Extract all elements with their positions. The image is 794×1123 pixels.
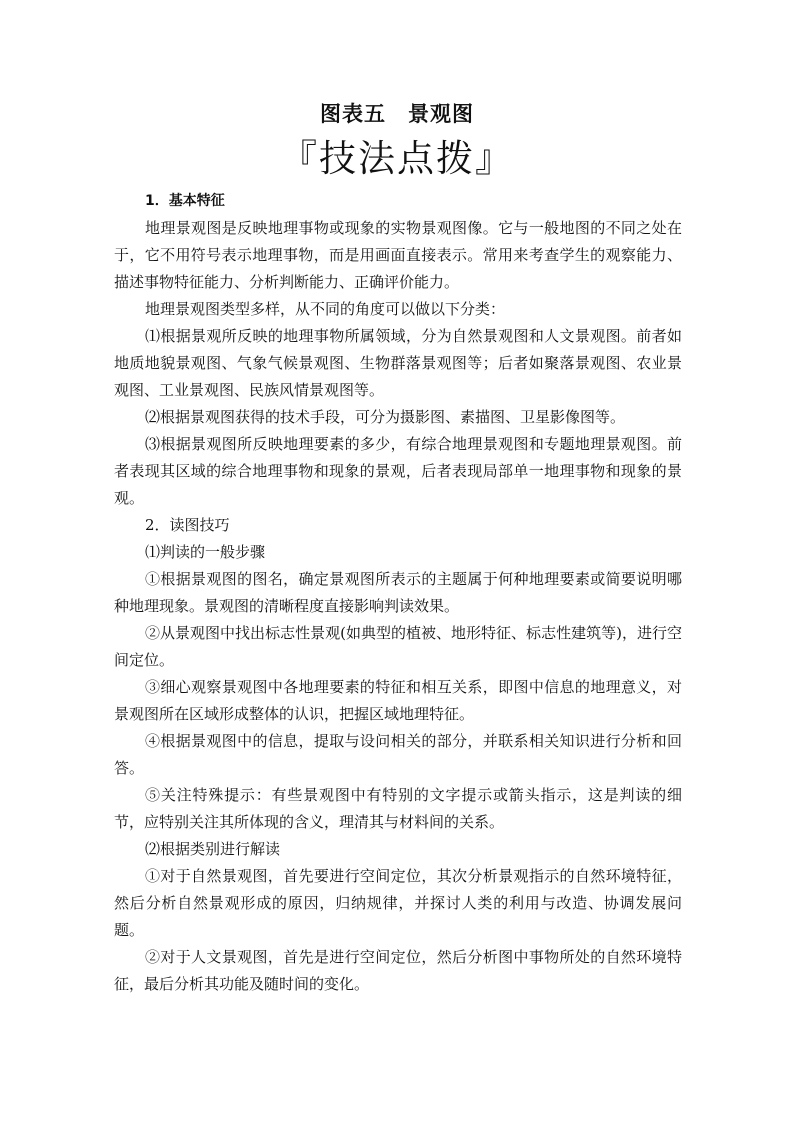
paragraph: ⑶根据景观图所反映地理要素的多少，有综合地理景观图和专题地理景观图。前者表现其区域的综合地理事物和现象的景观，后者表现局部单一地理事物和现象的景观。 — [114, 435, 682, 507]
paragraph: ①对于自然景观图，首先要进行空间定位，其次分析景观指示的自然环境特征，然后分析自然景观形成的原因，归纳规律，并探讨人类的利用与改造、协调发展问题。 — [114, 867, 682, 939]
section-banner — [0, 134, 794, 184]
section-heading — [114, 187, 682, 215]
paragraph: ②从景观图中找出标志性景观(如典型的植被、地形特征、标志性建筑等)，进行空间定位。 — [114, 624, 682, 669]
paragraph: ⑴判读的一般步骤 — [145, 543, 266, 561]
paragraph: ①根据景观图的图名，确定景观图所表示的主题属于何种地理要素或简要说明哪种地理现象。景观图的清晰程度直接影响判读效果。 — [114, 570, 682, 615]
section-heading: 2．读图技巧 — [145, 516, 230, 534]
banner-open-bracket: 『 — [280, 137, 319, 180]
paragraph: ②对于人文景观图，首先是进行空间定位，然后分析图中事物所处的自然环境特征，最后分析其功能及随时间的变化。 — [114, 948, 682, 993]
paragraph: ⑵根据景观图获得的技术手段，可分为摄影图、素描图、卫星影像图等。 — [145, 408, 626, 426]
banner-close-bracket: 』 — [475, 137, 514, 180]
paragraph: ⑤关注特殊提示：有些景观图中有特别的文字提示或箭头指示，这是判读的细节，应特别关注其所体现的含义，理清其与材料间的关系。 — [114, 786, 682, 831]
paragraph: 地理景观图是反映地理事物或现象的实物景观图像。它与一般地图的不同之处在于，它不用符号表示地理事物，而是用画面直接表示。常用来考查学生的观察能力、描述事物特征能力、分析判断能力、正确评价能力。 — [114, 219, 682, 291]
document-body — [114, 187, 682, 998]
page-title: 图表五 景观图 — [320, 102, 474, 126]
paragraph: ⑵根据类别进行解读 — [145, 840, 281, 858]
paragraph: 地理景观图类型多样，从不同的角度可以做以下分类： — [145, 300, 506, 318]
paragraph: ④根据景观图中的信息，提取与设问相关的部分，并联系相关知识进行分析和回答。 — [114, 732, 682, 777]
paragraph: ⑴根据景观所反映的地理事物所属领域，分为自然景观图和人文景观图。前者如地质地貌景观图、气象气候景观图、生物群落景观图等；后者如聚落景观图、农业景观图、工业景观图、民族风情景观图等。 — [114, 327, 682, 399]
paragraph: ③细心观察景观图中各地理要素的特征和相互关系，即图中信息的地理意义，对景观图所在区域形成整体的认识，把握区域地理特征。 — [114, 678, 682, 723]
section-heading-text: 1．基本特征 — [145, 193, 225, 209]
banner-text: 技法点拨 — [319, 137, 475, 180]
